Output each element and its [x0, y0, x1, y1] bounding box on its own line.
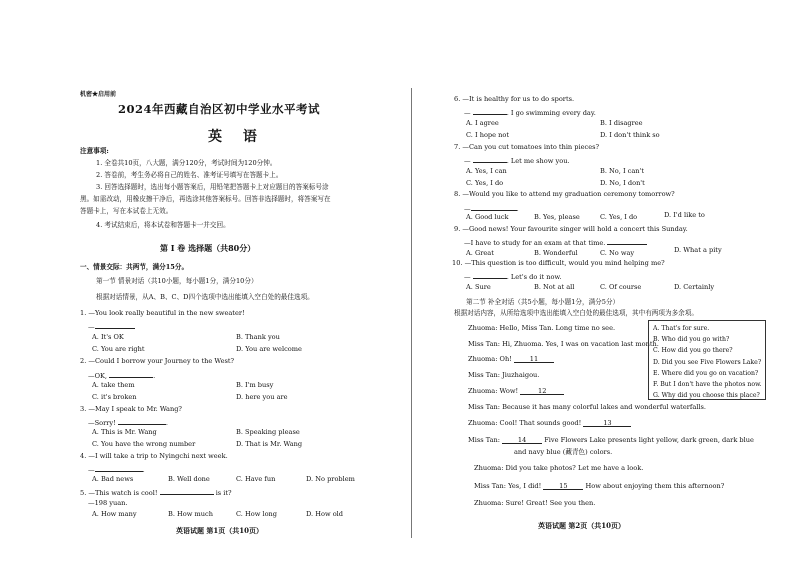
question-number: 9.	[454, 225, 461, 233]
answer-blank	[473, 108, 507, 115]
box-option-b: B. Who did you go with?	[653, 336, 730, 344]
question-line: —	[88, 323, 95, 331]
section-1-heading: 一、情景交际：共两节，满分15分。	[80, 263, 189, 271]
answer-blank	[583, 420, 631, 427]
option-d: D. What a pity	[674, 246, 722, 254]
dialogue-line: Miss Tan: Yes, I did!	[474, 482, 542, 490]
question-number: 10.	[452, 259, 463, 267]
question-line: . Let me show you.	[506, 157, 570, 165]
question-line: —May I speak to Mr. Wang?	[88, 405, 182, 413]
box-option-f: F. But I don't have the photos now.	[653, 380, 762, 388]
option-a: A. It's OK	[92, 333, 124, 341]
option-a: A. take them	[92, 381, 135, 389]
option-b: B. Well done	[168, 475, 210, 483]
question-line: —Good news! Your favourite singer will hold a concert this Sunday.	[462, 225, 688, 233]
option-a: A. How many	[92, 510, 137, 518]
box-option-d: D. Did you see Five Flowers Lake?	[653, 358, 762, 366]
notice-1: 1. 全卷共10页，八大题，满分120分，考试时间为120分钟。	[96, 159, 277, 167]
dialogue-options-box	[648, 320, 766, 400]
option-d: D. How old	[306, 510, 344, 518]
dialogue-line: Miss Tan:	[468, 436, 501, 444]
notice-3-end: 答题卡上，写在本试卷上无效。	[80, 207, 173, 215]
question-line: . Let's do it now.	[506, 273, 562, 281]
option-b: B. Yes, please	[534, 213, 580, 221]
question-line: —I will take a trip to Nyingchi next week.	[88, 452, 228, 460]
answer-blank	[473, 156, 507, 163]
option-a: A. Great	[466, 249, 494, 257]
instruction: 根据对话情景，从A、B、C、D四个选项中选出能填入空白处的最佳选项。	[96, 293, 314, 301]
subsection-1-heading: 第一节 情景对话（共10小题，每小题1分，满分10分）	[96, 277, 258, 285]
question-line: —Sorry!	[88, 419, 116, 427]
option-d: D. No, I don't	[600, 179, 645, 187]
option-d: D. You are welcome	[236, 345, 302, 353]
question-number: 7.	[454, 143, 461, 151]
right-page: 6. —It is healthy for us to do sports. — . I go swimming every day. A. I agree B. I disagree C. I hope not D. I don't think so 7. —Can you cut tomatoes into thin pieces? — . Let me show you. A. Yes, I can B. No, I can't C. Yes, I do D. No, I don't 8. —Would you like to attend my graduation ceremony tomorrow? — . A. Good luck B. Yes, please C. Yes, I do D. I'd like to 9. —Good news! Your favourite singer will hold a concert this Sunday. —I have to study for an exam at that time. A. Great B. Wonderful C. No way D. What a pity 10. —This question is too difficult, would you mind helping me? — . Let's do it now. A. Sure B. Not at all C. Of course D. Certainly 第二节 补全对话（共5小题，每小题1分，满分5分） 根据对话内容，从所给选项中选出能填入空白处的最佳选项，其中有两项为多余项。 Zhuoma: Hello, Miss Tan. Long time no see. Miss Tan: Hi, Zhuoma. Yes, I was on vacation last month. Zhuoma: Oh! 11 Miss Tan: Jiuzhaigou. Zhuoma: Wow! 12 Miss Tan: Because it has many colorful lakes and wonderful waterfalls. Zhuoma: Cool! That sounds good! 13 Miss Tan: 14 Five Flowers Lake presents light yellow, dark green, dark blue and navy blue (藏青色) colors. Zhuoma: Did you take photos? Let me have a look. Miss Tan: Yes, I did! 15 How about enjoying them this afternoon? Zhuoma: Sure! Great! See you then. 英语试题 第2页（共10页）	[452, 95, 754, 530]
question-number: 3.	[80, 405, 87, 413]
subsection-2-heading: 第二节 补全对话（共5小题，每小题1分，满分5分）	[466, 298, 620, 306]
dialogue-line: Zhuoma: Sure! Great! See you then.	[474, 499, 596, 507]
option-d: D. I don't think so	[600, 131, 660, 139]
option-b: B. Speaking please	[236, 428, 300, 436]
answer-blank	[514, 356, 554, 363]
question-line: —It is healthy for us to do sports.	[462, 95, 575, 103]
dialogue-line: Miss Tan: Hi, Zhuoma. Yes, I was on vacation last month.	[468, 340, 659, 348]
question-line: —	[464, 273, 471, 281]
question-line: —This watch is cool!	[88, 489, 158, 497]
box-option-a: A. That's for sure.	[653, 325, 710, 332]
exam-title: 2024年西藏自治区初中学业水平考试	[118, 102, 321, 116]
option-b: B. Not at all	[534, 283, 575, 291]
secret-label: 机密★启用前	[80, 91, 117, 98]
dialogue-line: Zhuoma: Oh!	[468, 355, 512, 363]
dialogue-line: and navy blue (藏青色) colors.	[514, 448, 613, 456]
option-c: C. I hope not	[466, 131, 510, 139]
question-line: —Would you like to attend my graduation ceremony tomorrow?	[462, 190, 675, 198]
answer-blank	[520, 388, 564, 395]
option-a: A. Sure	[466, 283, 491, 291]
answer-blank	[471, 204, 517, 211]
question-number: 6.	[454, 95, 461, 103]
question-line: is it?	[215, 489, 232, 497]
box-option-g: G. Why did you choose this place?	[653, 392, 760, 400]
question-line: . I go swimming every day.	[506, 109, 596, 117]
blank-number: 12	[538, 387, 547, 395]
answer-blank	[543, 483, 583, 490]
notice-heading: 注意事项:	[80, 147, 109, 155]
option-b: B. No, I can't	[600, 167, 645, 175]
option-b: B. Thank you	[236, 333, 280, 341]
option-d: D. That is Mr. Wang	[236, 440, 303, 448]
option-c: C. How long	[236, 510, 278, 518]
dialogue-line: Five Flowers Lake presents light yellow, dark green, dark blue	[544, 436, 754, 444]
blank-number: 14	[517, 436, 527, 444]
option-b: B. Wonderful	[534, 249, 578, 257]
question-line: —I have to study for an exam at that time.	[464, 239, 606, 247]
dialogue-line: Miss Tan: Jiuzhaigou.	[468, 371, 540, 379]
notice-4: 4. 考试结束后，将本试卷和答题卡一并交回。	[96, 221, 230, 229]
option-d: D. I'd like to	[664, 211, 705, 219]
option-c: C. Yes, I do	[466, 179, 504, 187]
answer-blank	[473, 272, 507, 279]
subsection-2-instruction: 根据对话内容，从所给选项中选出能填入空白处的最佳选项，其中有两项为多余项。	[454, 309, 698, 317]
question-line: —	[464, 205, 471, 213]
left-page: 机密★启用前 2024年西藏自治区初中学业水平考试 英 语 注意事项: 1. 全卷共10页，八大题，满分120分，考试时间为120分钟。 2. 答卷前，考生务必将自己的姓名、准考证号填写在答题卡上。 3. 回答选择题时，选出每小题答案后，用铅笔把答题卡上对应题目的答案标号涂 黑。如需改动，用橡皮擦干净后，再选涂其他答案标号。回答非选择题时，将答案写在 答题卡上，写在本试卷上无效。 4. 考试结束后，将本试卷和答题卡一并交回。 第 I 卷 选择题（共80分） 一、情景交际：共两节，满分15分。 第一节 情景对话（共10小题，每小题1分，满分10分） 根据对话情景，从A、B、C、D四个选项中选出能填入空白处的最佳选项。 1. —You look really beautiful in the new sweater! — A. It's OK B. Thank you C. You are right D. You are welcome 2. —Could I borrow your Journey to the West? —OK, . A. take them B. I'm busy C. it's broken D. here you are 3. —May I speak to Mr. Wang? —Sorry! . A. This is Mr. Wang B. Speaking please C. You have the wrong number D. That is Mr. Wang 4. —I will take a trip to Nyingchi next week. — . A. Bad news B. Well done C. Have fun D. No problem 5. —This watch is cool! is it? —198 yuan. A. How many B. How much C. How long D. How old 英语试题 第1页（共10页）	[80, 91, 355, 535]
question-number: 1.	[80, 309, 87, 317]
option-c: C. You are right	[92, 345, 145, 353]
question-number: 4.	[80, 452, 87, 460]
subject-title: 英 语	[208, 129, 265, 145]
question-line: —Can you cut tomatoes into thin pieces?	[462, 143, 600, 151]
option-b: B. I disagree	[600, 119, 643, 127]
option-b: B. How much	[168, 510, 213, 518]
option-d: D. No problem	[306, 475, 355, 483]
page-footer: 英语试题 第2页（共10页）	[538, 521, 626, 530]
part-title: 第 I 卷 选择题（共80分）	[160, 243, 256, 253]
question-line: —	[464, 109, 471, 117]
box-option-c: C. How did you go there?	[653, 347, 733, 355]
blank-number: 15	[559, 482, 568, 490]
dialogue-line: Miss Tan: Because it has many colorful lakes and wonderful waterfalls.	[468, 403, 706, 411]
option-a: A. I agree	[466, 119, 499, 127]
option-b: B. I'm busy	[236, 381, 274, 389]
option-c: C. You have the wrong number	[92, 440, 196, 448]
box-option-e: E. Where did you go on vacation?	[653, 369, 759, 377]
question-number: 8.	[454, 190, 461, 198]
dialogue-line: Zhuoma: Cool! That sounds good!	[468, 419, 582, 427]
question-line: —You look really beautiful in the new sweater!	[88, 309, 245, 317]
notice-3-cont: 黑。如需改动，用橡皮擦干净后，再选涂其他答案标号。回答非选择题时，将答案写在	[80, 195, 331, 203]
answer-blank	[95, 322, 135, 329]
answer-blank	[607, 238, 647, 245]
dialogue-line: Zhuoma: Hello, Miss Tan. Long time no see.	[468, 324, 616, 332]
option-a: A. Good luck	[466, 213, 509, 221]
answer-blank	[109, 371, 153, 378]
blank-number: 13	[603, 419, 612, 427]
option-a: A. Bad news	[92, 475, 134, 483]
notice-2: 2. 答卷前，考生务必将自己的姓名、准考证号填写在答题卡上。	[96, 171, 283, 179]
question-line: —Could I borrow your Journey to the West?	[88, 357, 235, 365]
option-d: D. Certainly	[674, 283, 715, 291]
question-line: —OK,	[88, 372, 108, 380]
question-number: 2.	[80, 357, 87, 365]
answer-blank	[502, 437, 542, 444]
question-line: —	[464, 157, 471, 165]
option-a: A. This is Mr. Wang	[92, 428, 157, 436]
option-d: D. here you are	[236, 393, 288, 401]
page-footer: 英语试题 第1页（共10页）	[176, 526, 264, 535]
option-a: A. Yes, I can	[466, 167, 507, 175]
dialogue-line: Zhuoma: Did you take photos? Let me have a look.	[474, 464, 644, 472]
blank-number: 11	[529, 355, 539, 363]
question-line: —198 yuan.	[88, 499, 128, 507]
question-line: —This question is too difficult, would you mind helping me?	[464, 259, 665, 267]
question-number: 5.	[80, 489, 87, 497]
answer-blank	[95, 465, 143, 472]
option-c: C. No way	[600, 249, 635, 257]
option-c: C. Yes, I do	[600, 213, 638, 221]
option-c: C. Of course	[600, 283, 642, 291]
option-c: C. it's broken	[92, 393, 137, 401]
answer-blank	[160, 488, 214, 495]
dialogue-line: How about enjoying them this afternoon?	[585, 482, 725, 490]
answer-blank	[118, 418, 166, 425]
option-c: C. Have fun	[236, 475, 276, 483]
dialogue-line: Zhuoma: Wow!	[468, 387, 519, 395]
question-line: —	[88, 466, 95, 474]
notice-3: 3. 回答选择题时，选出每小题答案后，用铅笔把答题卡上对应题目的答案标号涂	[96, 183, 329, 191]
